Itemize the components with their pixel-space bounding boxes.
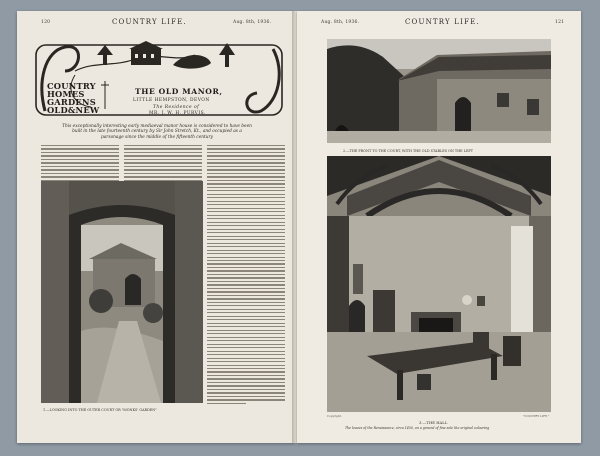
running-title-left: COUNTRY LIFE. <box>112 18 187 26</box>
photo-2-caption: 2.—THE FRONT TO THE COURT, WITH THE OLD STABLES ON THE LEFT <box>343 149 474 153</box>
page-number-right: 121 <box>555 20 565 25</box>
left-page <box>17 11 295 443</box>
court-front-illustration <box>327 39 551 143</box>
article-subtitle: LITTLE HEMPSTON, DEVON <box>133 98 210 103</box>
hall-illustration <box>327 156 551 412</box>
intro-text <box>37 124 277 140</box>
running-title-right: COUNTRY LIFE. <box>405 18 480 26</box>
photo-credit-left: Copyright. <box>327 414 343 418</box>
photo-3-caption: 3.—THE HALL <box>419 420 448 425</box>
photo-1-caption: 1.—LOOKING INTO THE OUTER COURT OR "MONKS' GARDEN" <box>43 408 157 412</box>
intro-line-2: built in the late fourteenth century by Sir John Stretch, Kt., and occupied as a <box>72 129 242 135</box>
photo-outer-court <box>41 181 203 403</box>
photo-credit-right: "COUNTRY LIFE." <box>523 414 550 418</box>
masthead-word-oldnew: OLD&NEW <box>47 105 100 115</box>
page-number-left: 120 <box>41 20 51 25</box>
intro-line-1: This exceptionally interesting early mediaeval manor house is considered to have been <box>62 124 252 129</box>
residence-of: The Residence of <box>153 105 200 110</box>
intro-line-3: parsonage since the middle of the fifteenth century <box>101 134 213 140</box>
body-column-3 <box>207 145 285 406</box>
masthead-word-gardens: GARDENS <box>47 97 96 107</box>
photo-3-subcaption: The leaves of the Renaissance, circa 1450, on a ground of fine sole the original colouring <box>345 426 490 430</box>
masthead-word-country: COUNTRY <box>47 81 96 91</box>
right-page <box>297 11 581 443</box>
photo-front-court <box>327 39 551 143</box>
article-title: THE OLD MANOR, <box>135 87 223 96</box>
archway-illustration <box>41 181 203 403</box>
masthead-word-homes: HOMES <box>47 89 85 99</box>
photo-the-hall <box>327 156 551 412</box>
date-left: Aug. 8th, 1936. <box>233 20 272 25</box>
date-right: Aug. 8th, 1936. <box>321 20 360 25</box>
article-owner: MR. J. W. H. PURVIS. <box>149 111 206 116</box>
